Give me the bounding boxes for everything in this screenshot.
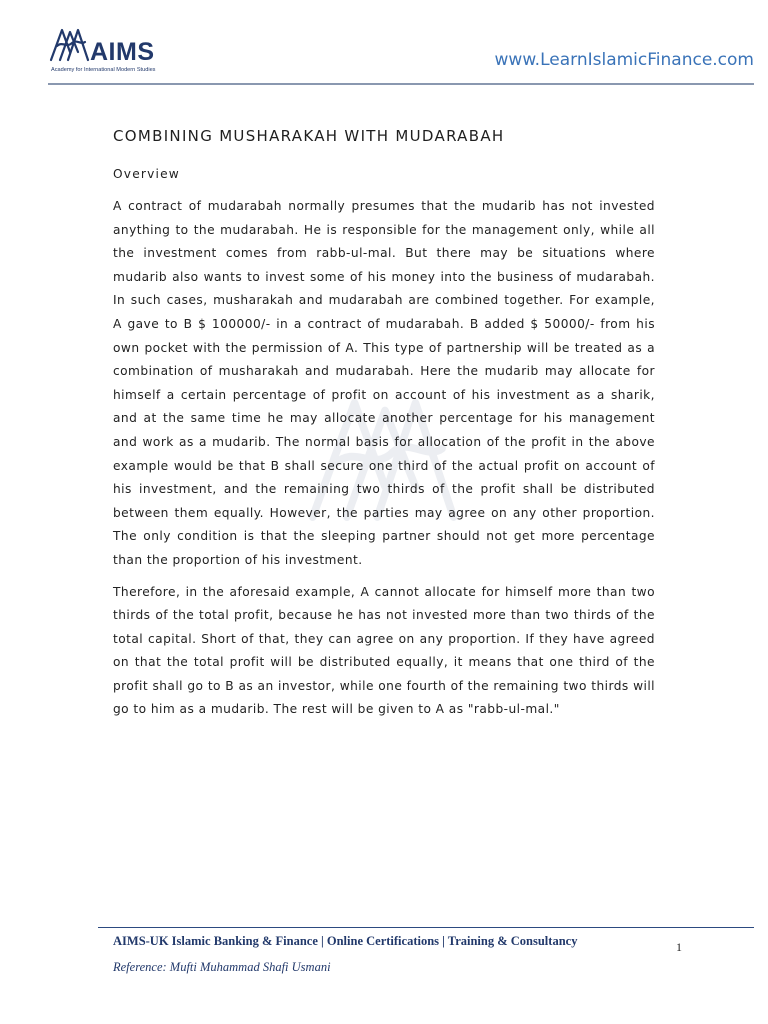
document-title: COMBINING MUSHARAKAH WITH MUDARABAH [113,127,505,145]
logo-subtitle: Academy for International Modern Studies [51,67,156,73]
page-number: 1 [676,940,682,954]
footer-tagline: AIMS-UK Islamic Banking & Finance | Online Certifications | Training & Consultancy [113,934,578,948]
aims-logo-icon [48,24,92,66]
section-heading: Overview [113,167,180,181]
header-divider [48,83,754,85]
footer-reference: Reference: Mufti Muhammad Shafi Usmani [113,960,331,974]
page-header [48,24,754,86]
logo-text: AIMS [90,38,155,66]
footer-divider [98,927,754,928]
body-paragraph: Therefore, in the aforesaid example, A cannot allocate for himself more than two thirds of the total profit, because he has not invested more than two thirds of the total capital. Short of that, they can agree on any proportion. If they have agreed on that the total profit will be distributed equally, it means that one third of the profit shall go to B as an investor, while one fourth of the remaining two thirds will go to him as a mudarib. The rest will be given to A as "rabb-ul-mal." [113,584,655,717]
site-url[interactable]: www.LearnIslamicFinance.com [494,50,754,70]
aims-logo [48,24,178,80]
document-body [113,127,655,722]
body-paragraph: A contract of mudarabah normally presumes that the mudarib has not invested anything to the mudarabah. He is responsible for the management only, while all the investment comes from rabb-ul-mal. But there may be situations where mudarib also wants to invest some of his money into the business of mudarabah. In such cases, musharakah and mudarabah are combined together. For example, A gave to B $ 100000/- in a contract of mudarabah. B added $ 50000/- from his own pocket with the permission of A. This type of partnership will be treated as a combination of musharakah and mudarabah. Here the mudarib may allocate for himself a certain percentage of profit on account of his investment as a sharik, and at the same time he may allocate another percentage for his management and work as a mudarib. The normal basis for allocation of the profit in the above example would be that B shall secure one third of the actual profit on account of his investment, and the remaining two thirds of the profit shall be distributed between them equally. However, the parties may agree on any other proportion. The only condition is that the sleeping partner should not get more percentage than the proportion of his investment. [113,199,655,567]
